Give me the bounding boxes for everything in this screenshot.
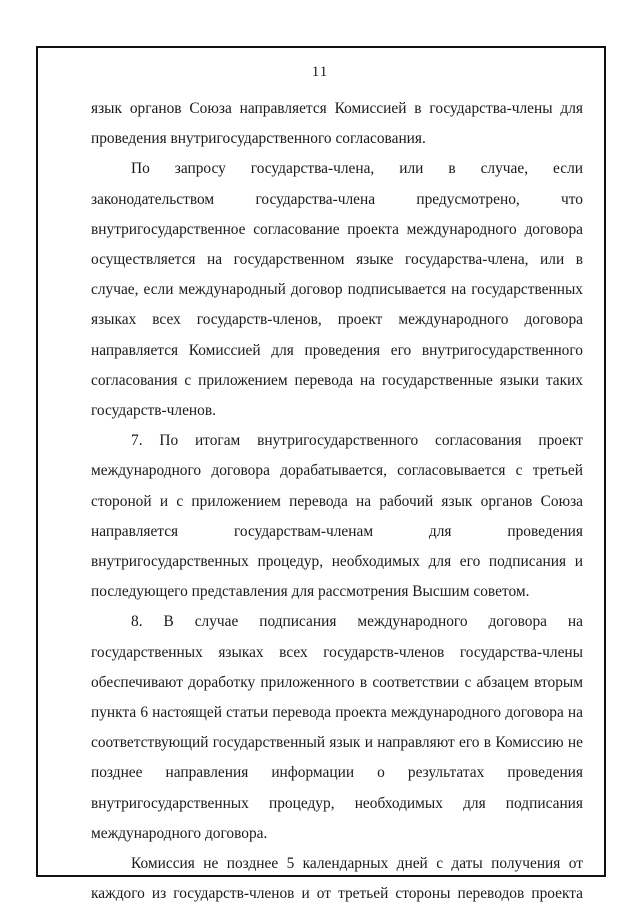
paragraph-5: Комиссия не позднее 5 календарных дней с даты получения от каждого из государств-членов и от третьей стороны переводов проекта bbox=[91, 855, 583, 903]
document-body bbox=[91, 94, 583, 909]
paragraph-2: По запросу государства-члена, или в случае, если законодательством государства-члена предусмотрено, что внутригосударственное согласование проекта международного договора осуществляется на государственном языке государства-члена, или в случае, если международный договор подписывается на государственных языках всех государств-членов, проект международного договора направляется Комиссией для проведения его внутригосударственного согласования с приложением перевода на государственные языки таких государств-членов. bbox=[91, 160, 583, 420]
paragraph-4-item-8: 8. В случае подписания международного договора на государственных языках всех государств-членов государства-члены обеспечивают доработку приложенного в соответствии с абзацем вторым пункта 6 настоящей статьи перевода проекта международного договора на соответствующий государственный язык и направляют его в Комиссию не позднее направления информации о результатах проведения внутригосударственных процедур, необходимых для подписания международного договора. bbox=[91, 613, 583, 842]
paragraph-1: язык органов Союза направляется Комиссией в государства-члены для проведения внутригосударственного согласования. bbox=[91, 100, 583, 148]
page-number: 11 bbox=[311, 64, 329, 80]
paragraph-3-item-7: 7. По итогам внутригосударственного согласования проект международного договора дорабатывается, согласовывается с третьей стороной и с приложением перевода на рабочий язык органов Союза направляется государствам-членам для проведения внутригосударственных процедур, необходимых для его подписания и последующего представления для рассмотрения Высшим советом. bbox=[91, 432, 583, 601]
